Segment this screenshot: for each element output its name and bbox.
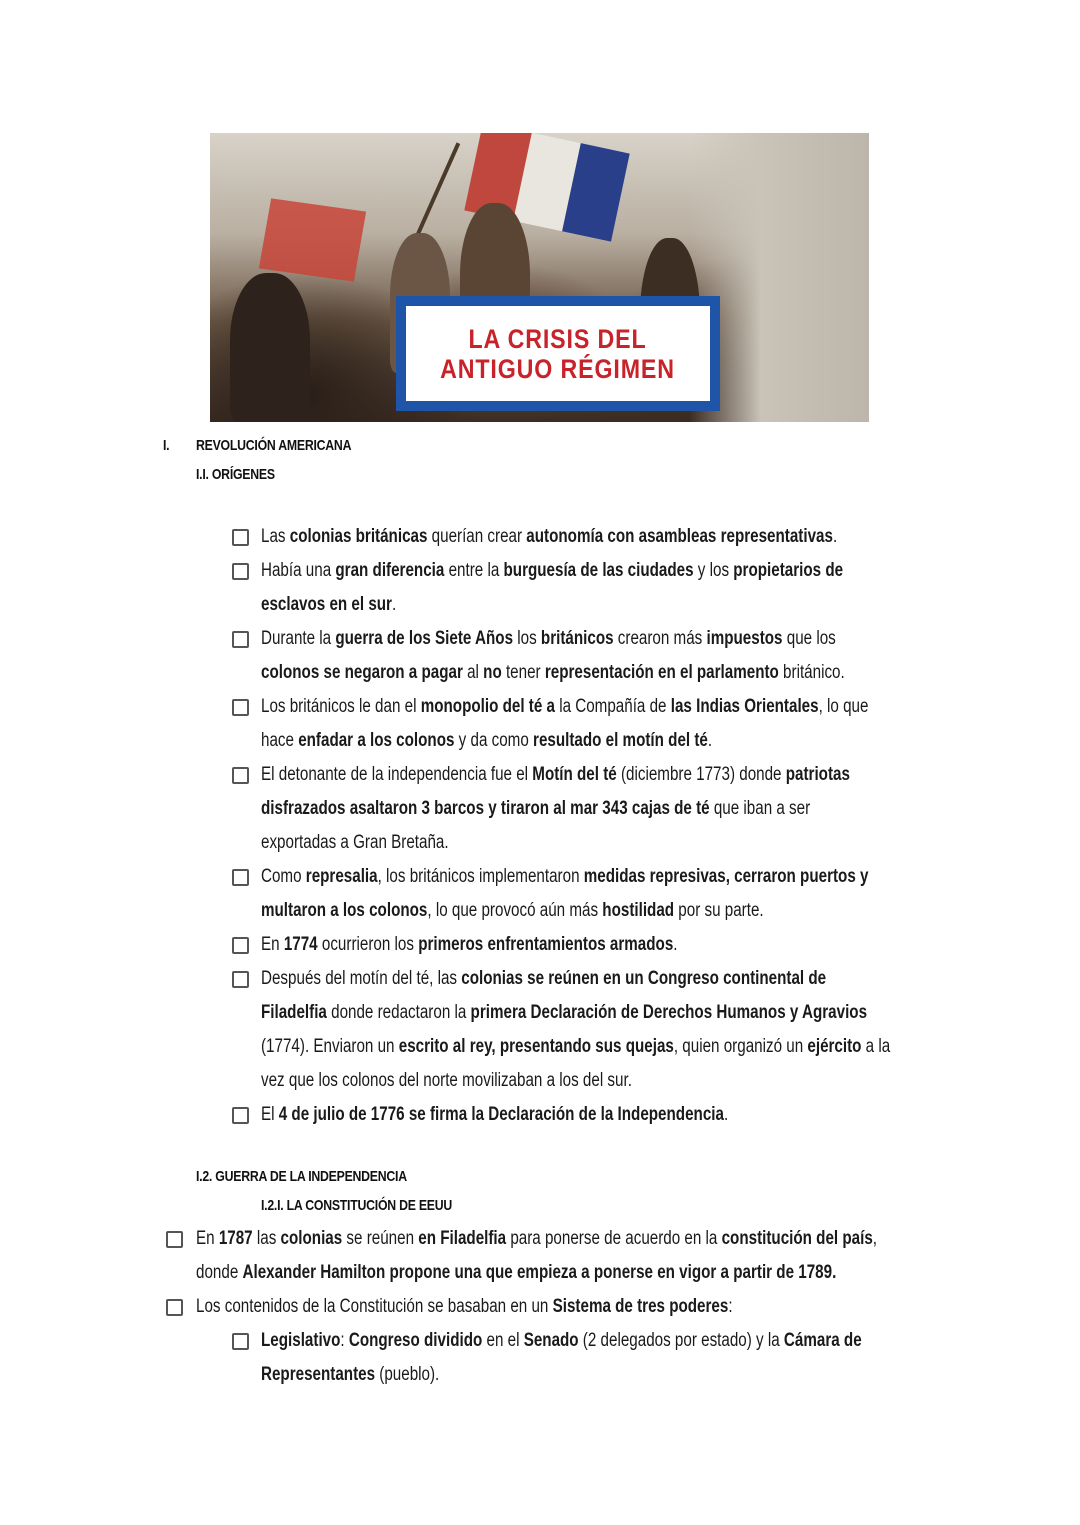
checkbox-icon[interactable] [232, 971, 249, 988]
checkbox-icon[interactable] [232, 1107, 249, 1124]
checkbox-icon[interactable] [232, 937, 249, 954]
checklist-item-text: Como represalia, los británicos implementaron medidas represivas, cerraron puertos y [261, 866, 869, 887]
subsection-title-guerra: I.2. GUERRA DE LA INDEPENDENCIA [196, 1168, 407, 1185]
checkbox-icon[interactable] [232, 529, 249, 546]
checklist-item-text: colonos se negaron a pagar al no tener representación en el parlamento británico. [261, 662, 845, 683]
banner-title-line2: ANTIGUO RÉGIMEN [440, 353, 676, 384]
checkbox-icon[interactable] [232, 631, 249, 648]
checklist-item-text: exportadas a Gran Bretaña. [261, 832, 449, 853]
header-banner-image [210, 133, 869, 422]
checklist-item-text: En 1787 las colonias se reúnen en Filadelfia para ponerse de acuerdo en la constitución del país, [196, 1228, 878, 1249]
banner-title-line1: LA CRISIS DEL [468, 323, 648, 354]
subsection-title-origenes: I.I. ORÍGENES [196, 466, 275, 483]
banner-title-box [396, 296, 720, 411]
checklist-item-text: Las colonias británicas querían crear autonomía con asambleas representativas. [261, 526, 838, 547]
checklist-item-text: Después del motín del té, las colonias se reúnen en un Congreso continental de [261, 968, 827, 989]
checklist-item-text: disfrazados asaltaron 3 barcos y tiraron al mar 343 cajas de té que iban a ser [261, 798, 811, 819]
checklist-item-text: donde Alexander Hamilton propone una que empieza a ponerse en vigor a partir de 1789. [196, 1262, 837, 1283]
checkbox-icon[interactable] [232, 869, 249, 886]
checkbox-icon[interactable] [166, 1231, 183, 1248]
checklist-item-text: Los británicos le dan el monopolio del té a la Compañía de las Indias Orientales, lo que [261, 696, 869, 717]
checkbox-icon[interactable] [232, 1333, 249, 1350]
section-title: REVOLUCIÓN AMERICANA [196, 437, 352, 454]
checklist-item-text: Había una gran diferencia entre la burguesía de las ciudades y los propietarios de [261, 560, 844, 581]
section-number: I. [163, 437, 170, 454]
checklist-item-text: El 4 de julio de 1776 se firma la Declaración de la Independencia. [261, 1104, 729, 1125]
checkbox-icon[interactable] [232, 563, 249, 580]
checklist-item-text: Durante la guerra de los Siete Años los británicos crearon más impuestos que los [261, 628, 836, 649]
checklist-item-text: hace enfadar a los colonos y da como resultado el motín del té. [261, 730, 713, 751]
checklist-item-text: esclavos en el sur. [261, 594, 397, 615]
checklist-item-text: Filadelfia donde redactaron la primera Declaración de Derechos Humanos y Agravios [261, 1002, 868, 1023]
checklist-item-text: multaron a los colonos, lo que provocó aún más hostilidad por su parte. [261, 900, 764, 921]
checkbox-icon[interactable] [232, 767, 249, 784]
checklist-item-text: En 1774 ocurrieron los primeros enfrentamientos armados. [261, 934, 678, 955]
checkbox-icon[interactable] [166, 1299, 183, 1316]
banner-figure [230, 273, 310, 422]
checklist-item-text: Los contenidos de la Constitución se basaban en un Sistema de tres poderes: [196, 1296, 733, 1317]
checklist-item-text: (1774). Enviaron un escrito al rey, presentando sus quejas, quien organizó un ejército a la [261, 1036, 891, 1057]
subsubsection-title-constitucion: I.2.I. LA CONSTITUCIÓN DE EEUU [261, 1197, 453, 1214]
checklist-item-text: El detonante de la independencia fue el Motín del té (diciembre 1773) donde patriotas [261, 764, 850, 785]
checklist-item-text: vez que los colonos del norte movilizaban a los del sur. [261, 1070, 632, 1091]
checklist-item-text: Legislativo: Congreso dividido en el Senado (2 delegados por estado) y la Cámara de [261, 1330, 862, 1351]
checkbox-icon[interactable] [232, 699, 249, 716]
checklist-item-text: Representantes (pueblo). [261, 1364, 440, 1385]
banner-red-flag [259, 198, 366, 281]
